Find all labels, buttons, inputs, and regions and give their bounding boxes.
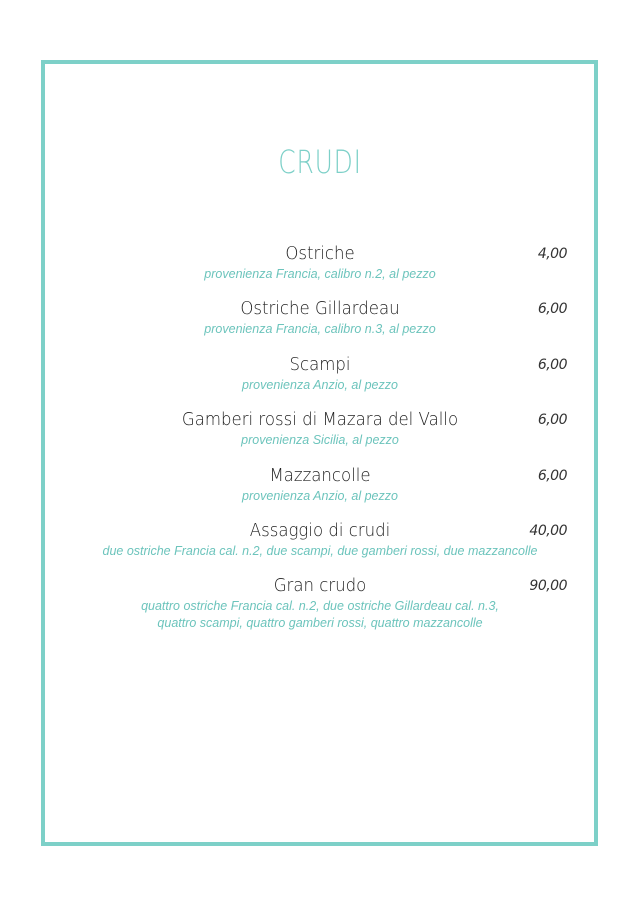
menu-item-name: Ostriche [285, 243, 355, 264]
menu-item-price: 6,00 [537, 468, 567, 484]
menu-item-description-line: provenienza Francia, calibro n.3, al pezzo [204, 322, 436, 336]
menu-item-name: Scampi [289, 354, 351, 375]
menu-item [0, 298, 640, 338]
menu-item [0, 409, 640, 449]
menu-item-description-line: due ostriche Francia cal. n.2, due scampi, due gamberi rossi, due mazzancolle [102, 544, 538, 558]
menu-item-price: 40,00 [529, 523, 567, 539]
menu-item-price: 90,00 [529, 578, 567, 594]
menu-item-description [0, 543, 640, 560]
menu-item-description-line: provenienza Anzio, al pezzo [242, 489, 398, 503]
menu-item [0, 465, 640, 505]
menu-item-name: Mazzancolle [269, 465, 371, 486]
menu-item-price: 4,00 [537, 246, 567, 262]
menu-item-description [0, 321, 640, 338]
menu-item-description-line: provenienza Francia, calibro n.2, al pezzo [204, 267, 436, 281]
menu-item-name: Gran crudo [273, 575, 367, 596]
menu-item-description-line: provenienza Sicilia, al pezzo [241, 433, 399, 447]
menu-section-title: CRUDI [278, 143, 362, 181]
menu-item-name: Assaggio di crudi [249, 520, 391, 541]
menu-item-description [0, 598, 640, 632]
menu-item-description [0, 377, 640, 394]
menu-item-price: 6,00 [537, 412, 567, 428]
menu-item-name: Gamberi rossi di Mazara del Vallo [181, 409, 459, 430]
menu-item [0, 354, 640, 394]
menu-item-description [0, 488, 640, 505]
menu-item-description-line: quattro ostriche Francia cal. n.2, due ostriche Gillardeau cal. n.3, [141, 599, 499, 613]
menu-item [0, 520, 640, 560]
menu-item-description-line: quattro scampi, quattro gamberi rossi, quattro mazzancolle [157, 616, 483, 630]
menu-item-description-line: provenienza Anzio, al pezzo [242, 378, 398, 392]
menu-item [0, 575, 640, 632]
menu-item-description [0, 432, 640, 449]
menu-item-description [0, 266, 640, 283]
menu-item-name: Ostriche Gillardeau [240, 298, 400, 319]
menu-item-price: 6,00 [537, 357, 567, 373]
menu-item [0, 243, 640, 283]
menu-item-price: 6,00 [537, 301, 567, 317]
